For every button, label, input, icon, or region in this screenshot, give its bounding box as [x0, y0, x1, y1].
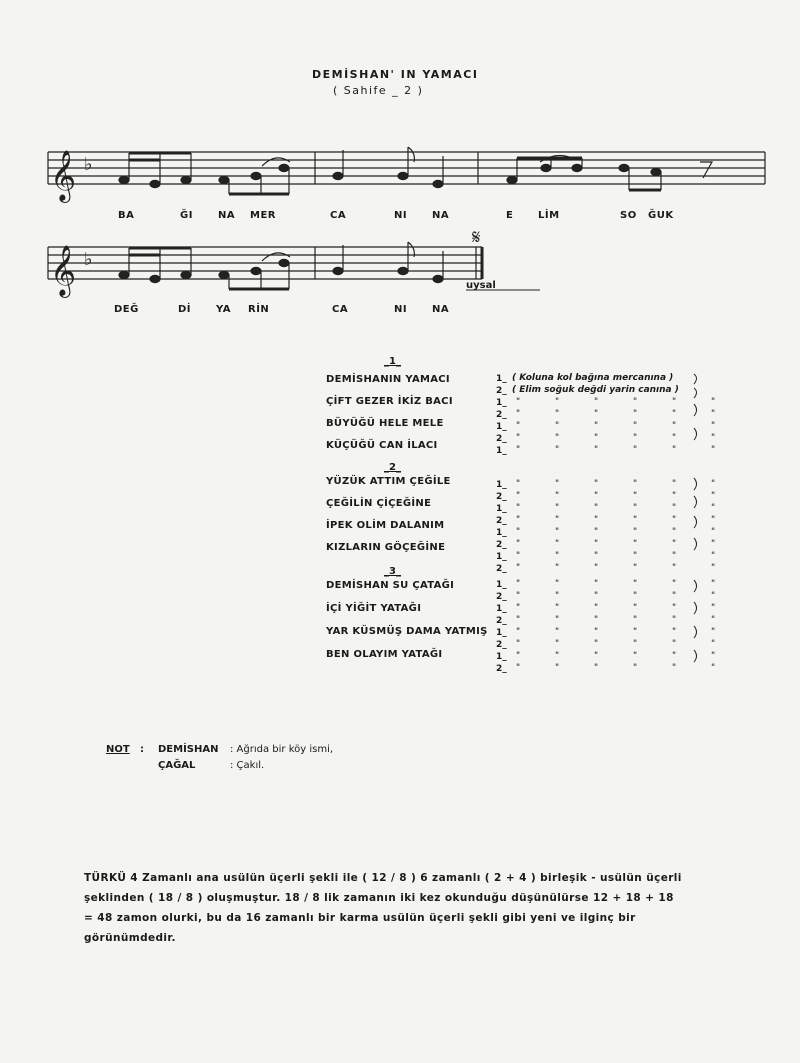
note-definition: : Çakıl.	[230, 760, 265, 771]
ditto-marks: " " " " " "	[516, 551, 732, 561]
note-definition: : Ağrıda bir köy ismi,	[230, 744, 334, 755]
refrain-number: 2_	[496, 434, 507, 444]
refrain-number: 1_	[496, 628, 507, 638]
verse-marker: _2_	[384, 462, 401, 473]
lyric-syllable: E	[506, 210, 514, 221]
ditto-marks: " " " " " "	[516, 479, 732, 489]
explanatory-paragraph: TÜRKÜ 4 Zamanlı ana usülün üçerli şekli ile ( 12 / 8 ) 6 zamanlı ( 2 + 4 ) birleşik - usülün üçerli şeklinden ( 18 / 8 ) oluşmuştur. 18 / 8 lik zamanın iki kez okunduğu düşünülürse 12 + 18 + 18 = 48 zamon olurki, bu da 16 zamanlı bir karma usülün üçerli şekli gibi yeni ve ilginç bir görünümdedir.	[84, 872, 682, 944]
treble-clef-icon: 𝄞	[50, 245, 77, 296]
refrain-number: 1_	[496, 528, 507, 538]
ditto-marks: " " " " " "	[516, 515, 732, 525]
refrain-number: 2_	[496, 664, 507, 674]
ditto-marks: " " " " " "	[516, 563, 732, 573]
lyric-syllable: NA	[432, 304, 450, 315]
lyric-syllable: RİN	[248, 304, 270, 315]
refrain-number: 1_	[496, 374, 507, 384]
refrain-number: 1_	[496, 480, 507, 490]
verse-line: ÇİFT GEZER İKİZ BACI	[326, 396, 453, 407]
ditto-marks: " " " " " "	[516, 639, 732, 649]
verse-line: YAR KÜSMÜŞ DAMA YATMIŞ	[326, 626, 488, 637]
notes-system-2	[119, 242, 443, 289]
lyric-syllable: BA	[118, 210, 135, 221]
refrain-number: 2_	[496, 616, 507, 626]
flat-icon: ♭	[84, 154, 93, 175]
ditto-marks: " " " " " "	[516, 445, 732, 455]
ditto-marks: " " " " " "	[516, 409, 732, 419]
verse-marker: _1_	[384, 356, 401, 367]
verse-line: KÜÇÜĞÜ CAN İLACI	[326, 440, 438, 451]
verse-line: BEN OLAYIM YATAĞI	[326, 649, 443, 660]
lyric-syllable: Dİ	[178, 304, 192, 315]
refrain-number: 1_	[496, 580, 507, 590]
refrain-number: 1_	[496, 446, 507, 456]
lyric-syllable: NI	[394, 210, 408, 221]
refrain-number: 2_	[496, 540, 507, 550]
refrain-number: 1_	[496, 504, 507, 514]
refrain-number: 1_	[496, 398, 507, 408]
refrain-number: 2_	[496, 516, 507, 526]
ditto-marks: " " " " " "	[516, 579, 732, 589]
music-score	[0, 0, 800, 340]
refrain-bracket	[690, 370, 704, 670]
lyric-syllable: CA	[332, 304, 349, 315]
verse-marker: _3_	[384, 566, 401, 577]
note-term: ÇAĞAL	[158, 760, 196, 771]
verse-line: YÜZÜK ATTIM ÇEĞİLE	[326, 476, 451, 487]
ditto-marks: " " " " " "	[516, 663, 732, 673]
lyric-syllable: NA	[432, 210, 450, 221]
lyric-syllable: YA	[216, 304, 232, 315]
ditto-marks: " " " " " "	[516, 503, 732, 513]
ditto-marks: " " " " " "	[516, 591, 732, 601]
lyric-syllable: SO	[620, 210, 637, 221]
note-separator: :	[140, 744, 144, 755]
ditto-marks: " " " " " "	[516, 615, 732, 625]
ditto-marks: " " " " " "	[516, 603, 732, 613]
staff-system-2	[48, 247, 482, 279]
verse-line: KIZLARIN GÖÇEĞİNE	[326, 542, 446, 553]
ditto-marks: " " " " " "	[516, 539, 732, 549]
verse-line: İÇİ YİĞİT YATAĞI	[326, 603, 422, 614]
refrain-number: 1_	[496, 552, 507, 562]
page-title: DEMİSHAN' IN YAMACI	[312, 68, 479, 81]
notes-system-1	[119, 147, 712, 194]
lyric-syllable: NI	[394, 304, 408, 315]
lyric-syllable: ĞI	[180, 210, 193, 221]
treble-clef-icon: 𝄞	[50, 150, 77, 201]
refrain-number: 1_	[496, 422, 507, 432]
ditto-marks: " " " " " "	[516, 651, 732, 661]
lyric-syllable: NA	[218, 210, 236, 221]
refrain-number: 2_	[496, 492, 507, 502]
refrain-number: 2_	[496, 410, 507, 420]
refrain-number: 2_	[496, 640, 507, 650]
refrain-number: 2_	[496, 592, 507, 602]
verse-line: İPEK OLİM DALANIM	[326, 520, 445, 531]
verse-line: BÜYÜĞÜ HELE MELE	[326, 418, 444, 429]
lyric-syllable: DEĞ	[114, 304, 139, 315]
verse-line: DEMİSHAN SU ÇATAĞI	[326, 580, 455, 591]
uysal-label: uysal	[466, 280, 496, 291]
refrain-number: 2_	[496, 386, 507, 396]
lyric-syllable: MER	[250, 210, 276, 221]
ditto-marks: " " " " " "	[516, 527, 732, 537]
lyric-syllable: CA	[330, 210, 347, 221]
ditto-marks: " " " " " "	[516, 421, 732, 431]
note-term: DEMİSHAN	[158, 744, 219, 755]
page-subtitle: ( Sahife _ 2 )	[333, 84, 424, 97]
lyric-syllable: LİM	[538, 210, 560, 221]
refrain-number: 1_	[496, 652, 507, 662]
note-label: NOT	[106, 744, 130, 755]
verse-line: DEMİSHANIN YAMACI	[326, 374, 450, 385]
lyric-syllable: ĞUK	[648, 210, 674, 221]
refrain-number: 1_	[496, 604, 507, 614]
segno-icon: 𝄋	[472, 225, 481, 249]
refrain-number: 2_	[496, 564, 507, 574]
flat-icon: ♭	[84, 249, 93, 270]
refrain-line-1: ( Koluna kol bağına mercanına )	[512, 373, 674, 383]
ditto-marks: " " " " " "	[516, 397, 732, 407]
ditto-marks: " " " " " "	[516, 627, 732, 637]
verse-line: ÇEĞİLİN ÇİÇEĞİNE	[326, 498, 432, 509]
refrain-line-2: ( Elim soğuk değdi yarin canına )	[512, 385, 679, 395]
ditto-marks: " " " " " "	[516, 491, 732, 501]
ditto-marks: " " " " " "	[516, 433, 732, 443]
